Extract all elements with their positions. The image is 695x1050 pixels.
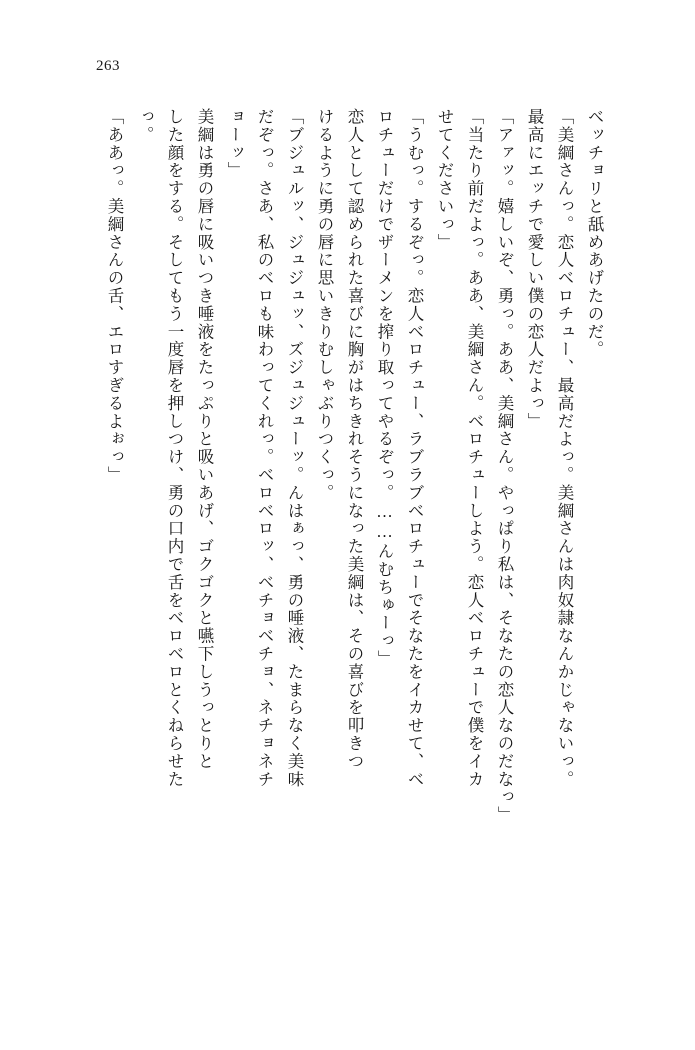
- text-line: 最高にエッチで愛しい僕の恋人だよっ」: [525, 108, 544, 431]
- text-line: ョーッ」: [225, 108, 244, 180]
- text-line: 「ああっ。美綱さんの舌、エロすぎるよぉっ」: [105, 108, 124, 484]
- vertical-text-body: [86, 108, 609, 988]
- text-line: 「うむっ。するぞっ。恋人ベロチュー、ラブラブベロチューでそなたをイカせて、ベ: [405, 108, 424, 789]
- text-line: ベッチョリと舐めあげたのだ。: [585, 108, 604, 359]
- text-line: 「アァッ。嬉しいぞ、勇っ。ああ、美綱さん。やっぱり私は、そなたの恋人なのだなっ」: [495, 108, 514, 824]
- page-number: 263: [96, 58, 120, 74]
- text-line: 美綱は勇の唇に吸いつき唾液をたっぷりと吸いあげ、ゴクゴクと嚥下しうっとりと: [195, 108, 214, 771]
- text-line: 「美綱さんっ。恋人ベロチュー、最高だよっ。美綱さんは肉奴隷なんかじゃないっ。: [555, 108, 574, 789]
- text-line: 「当たり前だよっ。ああ、美綱さん。ベロチューしよう。恋人ベロチューで僕をイカ: [465, 108, 484, 789]
- text-line: した顔をする。そしてもう一度唇を押しつけ、勇の口内で舌をベロベロとくねらせた: [165, 108, 184, 789]
- text-line: 「ブジュルッ、ジュジュッ、ズジュジューッ。んはぁっ、勇の唾液、たまらなく美味: [285, 108, 304, 789]
- text-line: っ。: [135, 108, 154, 144]
- text-line: だぞっ。さあ、私のベロも味わってくれっ。ベロベロッ、ベチョベチョ、ネチョネチ: [255, 108, 274, 789]
- text-line: ロチューだけでザーメンを搾り取ってやるぞっ。……んむちゅーっ」: [375, 108, 394, 668]
- text-line: せてくださいっ」: [435, 108, 454, 252]
- text-line: 恋人として認められた喜びに胸がはちきれそうになった美綱は、その喜びを叩きつ: [345, 108, 364, 771]
- text-line: けるように勇の唇に思いきりむしゃぶりつくっ。: [315, 108, 334, 502]
